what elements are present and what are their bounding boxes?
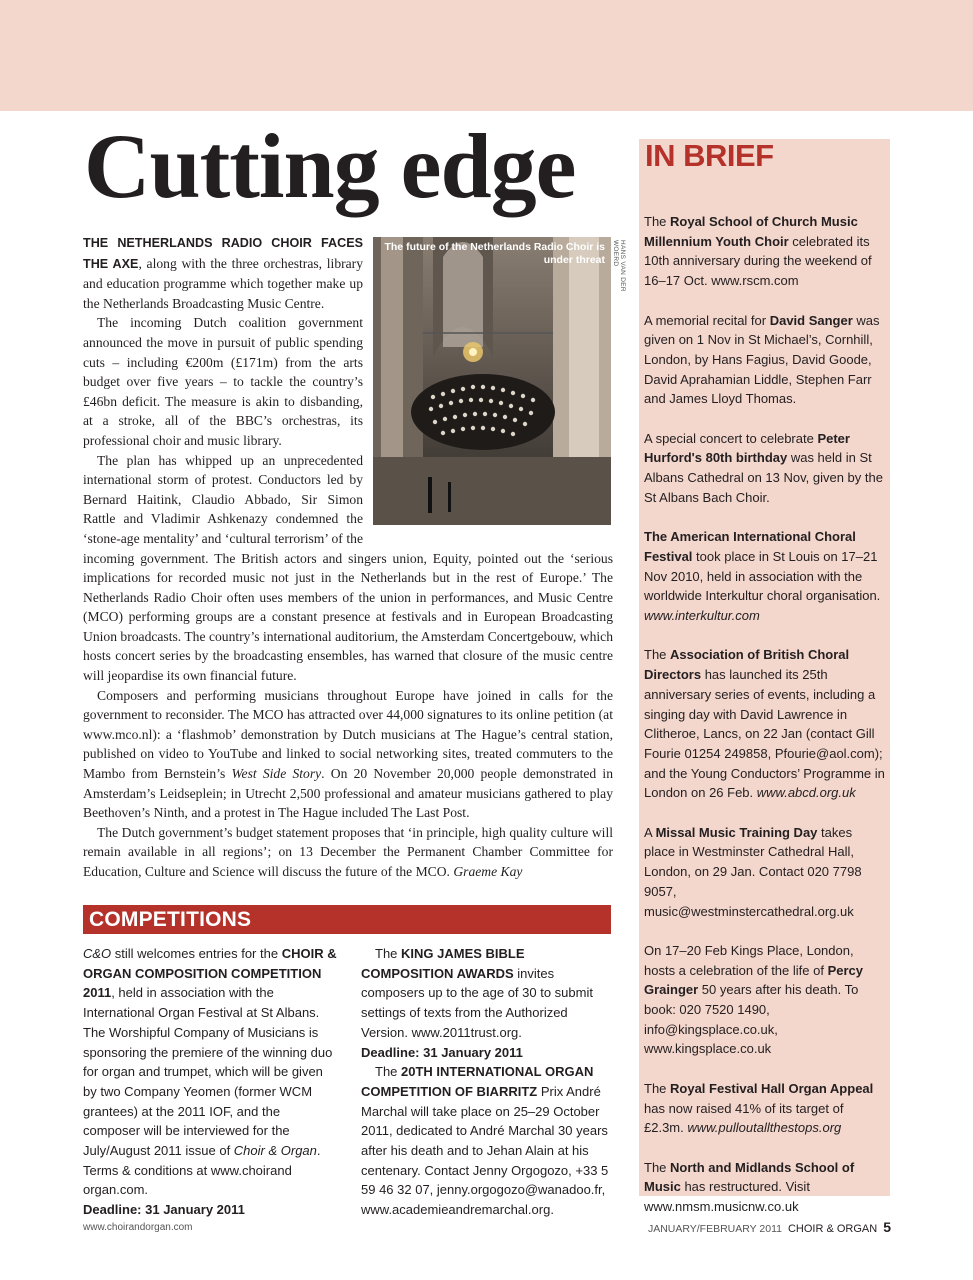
brief-item: The Royal Festival Hall Organ Appeal has now raised 41% of its target of £2.3m. www.pulloutallthestops.org	[644, 1080, 874, 1136]
church-interior-illustration	[373, 237, 611, 525]
footer-issue-date: JANUARY/FEBRUARY 2011	[647, 1223, 782, 1235]
footer-issue-info	[648, 1219, 891, 1235]
article-paragraph-1: THE NETHERLANDS RADIO CHOIR FACES THE AXE, along with the three orchestras, library and education programme which together make up the Netherlands Broadcasting Music Centre.	[83, 236, 363, 311]
top-color-band	[0, 0, 973, 111]
photo-credit: HANS VAN DER WOERD	[612, 240, 626, 292]
brief-item: A Missal Music Training Day takes place in Westminster Cathedral Hall, London, on 29 Jan. Contact 020 7798 9057, music@westminstercathedral.org.uk	[644, 824, 862, 919]
competition-entry: The KING JAMES BIBLE COMPOSITION AWARDS invites composers up to the age of 30 to submit settings of texts from the Authorized Version. www.2011trust.org.	[361, 946, 593, 1040]
competition-entry: C&O still welcomes entries for the CHOIR & ORGAN COMPOSITION COMPETITION 2011, held in association with the International Organ Festival at St Albans. The Worshipful Company of Musicians is sponsoring the premiere of the winning duo for organ and trumpet, which will be given by two Company Yeomen (former WCM grantees) at the 2011 IOF, and the composer will be interviewed for the July/August 2011 issue of Choir & Organ. Terms & conditions at www.choirand organ.com.	[83, 946, 337, 1198]
main-article	[83, 233, 613, 882]
page-number: 5	[883, 1219, 891, 1235]
article-paragraph-4: Composers and performing musicians throughout Europe have joined in calls for the government to reconsider. The MCO has attracted over 44,000 signatures to its online petition (at www.mco.nl): a ‘flashmob’ demonstration by Dutch musicians at The Hague’s central station, published on video to YouTube and linked to social networking sites, treated commuters to the Mambo from Bernstein’s West Side Story. On 20 November 20,000 people demonstrated in Amsterdam’s Leidseplein; in Utrecht 2,500 professional and amateur musicians gathered to play Beethoven’s Ninth, and a protest in The Hague included The Last Post.	[83, 687, 613, 821]
choir-photo	[373, 237, 611, 525]
brief-item: A memorial recital for David Sanger was given on 1 Nov in St Michael’s, Cornhill, London, by Hans Fagius, David Goode, David Aprahamian Liddle, Stephen Farr and James Lloyd Thomas.	[644, 312, 880, 407]
brief-item: The American International Choral Festival took place in St Louis on 17–21 Nov 2010, held in association with the worldwide Interkultur choral organisation. www.interkultur.com	[644, 529, 881, 624]
footer-website: www.choirandorgan.com	[83, 1222, 193, 1233]
byline: Graeme Kay	[453, 864, 523, 879]
footer-magazine: CHOIR & ORGAN	[787, 1223, 878, 1235]
competition-entry: The 20TH INTERNATIONAL ORGAN COMPETITION OF BIARRITZ Prix André Marchal will take place on 25–29 October 2011, dedicated to André Marchal 30 years after his death and to Jehan Alain at his centenary. Contact Jenny Orgogozo, +33 5 59 46 32 07, jenny.orgogozo@wanadoo.fr, www.academieandremarchal.org.	[361, 1064, 609, 1218]
article-paragraph-3: The plan has whipped up an unprecedented international storm of protest. Conductors led by Bernard Haitink, Claudio Abbado, Sir Simon Rattle and Vladimir Ashkenazy condemned the ‘stone-age mentality’ and ‘cultural terrorism’ of the incoming government. The British actors and singers union, Equity, pointed out the ‘serious implications for recorded music not just in the Netherlands but in the rest of Europe.’ The Netherlands Radio Choir often uses members of the union in performances, and Music Centre (MCO) performing groups are a constant presence at festivals and in European Broadcasting Union broadcasts. The country’s international auditorium, the Amsterdam Concertgebouw, which hosts concert series by the broadcasting ensembles, has warned that closure of the music centre will jeopardise its own financial future.	[83, 452, 613, 684]
brief-item: The North and Midlands School of Music has restructured. Visit www.nmsm.musicnw.co.uk	[644, 1159, 855, 1215]
in-brief-sidebar	[639, 138, 890, 1215]
article-lead: THE NETHERLANDS RADIO CHOIR FACES THE AXE	[83, 236, 363, 271]
sidebar-title: IN BRIEF	[645, 138, 774, 173]
brief-item: The Royal School of Church Music Millennium Youth Choir celebrated its 10th anniversary during the weekend of 16–17 Oct. www.rscm.com	[644, 214, 872, 289]
competition-deadline: Deadline: 31 January 2011	[361, 1044, 523, 1060]
competition-deadline: Deadline: 31 January 2011	[83, 1202, 245, 1218]
headline: Cutting edge	[84, 115, 576, 217]
brief-item: The Association of British Choral Directors has launched its 25th anniversary series of events, including a singing day with David Lawrence in Clitheroe, Lancs, on 22 Jan (contact Gill Fourie 01254 249858, Pfourie@aol.com); and the Young Conductors’ Programme in London on 26 Feb. www.abcd.org.uk	[644, 647, 885, 801]
competitions-right-column	[361, 944, 616, 1220]
brief-item: On 17–20 Feb Kings Place, London, hosts a celebration of the life of Percy Grainger 50 years after his death. To book: 020 7520 1490, info@kingsplace.co.uk, www.kingsplace.co.uk	[644, 942, 863, 1057]
brief-item: A special concert to celebrate Peter Hurford's 80th birthday was held in St Albans Cathedral on 13 Nov, given by the St Albans Bach Choir.	[644, 430, 883, 505]
competitions-header: COMPETITIONS	[83, 905, 611, 934]
article-paragraph-2: The incoming Dutch coalition government announced the move in pursuit of public spending cuts – including €200m (£171m) from the arts budget over five years – to tackle the country’s £46bn deficit. The measure is akin to disbanding, at a stroke, all of the BBC’s orchestras, its professional choir and music library.	[83, 315, 363, 448]
article-paragraph-5: The Dutch government’s budget statement proposes that ‘in principle, high quality culture will remain available in all regions’; on 13 December the Permanent Chamber Committee for Education, Culture and Science will discuss the future of the MCO. Graeme Kay	[83, 824, 613, 879]
photo-caption: The future of the Netherlands Radio Choir is under threat	[384, 241, 605, 266]
competitions-left-column	[83, 944, 338, 1220]
